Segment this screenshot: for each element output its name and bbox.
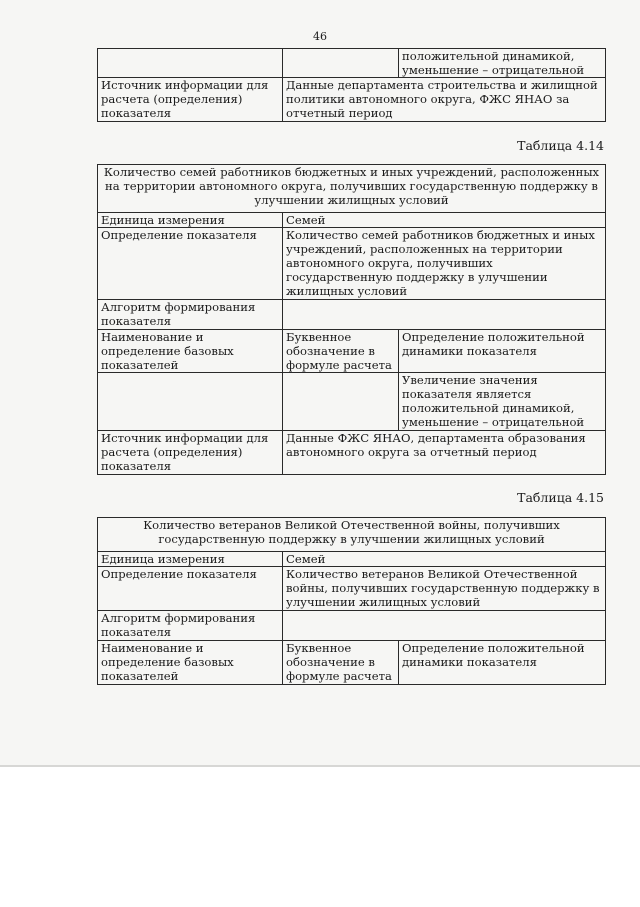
table-row [98, 49, 606, 78]
table-row [98, 373, 606, 431]
cell-letter-designation: Буквенное обозначение в формуле расчета [283, 330, 399, 373]
cell-empty [98, 373, 283, 431]
caption-table-4-15: Таблица 4.15 [517, 490, 604, 505]
cell-algorithm-label: Алгоритм формирования показателя [98, 300, 283, 330]
cell-algorithm-value [283, 611, 606, 641]
table-row [98, 300, 606, 330]
cell-empty [283, 49, 399, 78]
cell-letter-designation: Буквенное обозначение в формуле расчета [283, 641, 399, 685]
table-row [98, 431, 606, 475]
table-row [98, 518, 606, 552]
cell-base-label: Наименование и определение базовых показателей [98, 330, 283, 373]
cell-base-label: Наименование и определение базовых показателей [98, 641, 283, 685]
table-4-15 [97, 517, 606, 685]
cell-definition-value: Количество ветеранов Великой Отечественной войны, получивших государственную поддержку в улучшении жилищных условий [283, 567, 606, 611]
table-row [98, 165, 606, 213]
cell-unit-label: Единица измерения [98, 213, 283, 228]
cell-definition-label: Определение показателя [98, 228, 283, 300]
page-number: 46 [313, 30, 327, 43]
cell-unit-label: Единица измерения [98, 552, 283, 567]
table-row [98, 228, 606, 300]
cell-definition-value: Количество семей работников бюджетных и иных учреждений, расположенных на территории автономного округа, получивших государственную поддержку в улучшении жилищных условий [283, 228, 606, 300]
table-row [98, 552, 606, 567]
cell-unit-value: Семей [283, 552, 606, 567]
table-row [98, 611, 606, 641]
cell-definition-label: Определение показателя [98, 567, 283, 611]
cell-source-label: Источник информации для расчета (определения) показателя [98, 431, 283, 475]
caption-table-4-14: Таблица 4.14 [517, 138, 604, 153]
cell-source-label: Источник информации для расчета (определения) показателя [98, 78, 283, 122]
cell-source-value: Данные ФЖС ЯНАО, департамента образования автономного округа за отчетный период [283, 431, 606, 475]
table-row [98, 213, 606, 228]
table-row [98, 78, 606, 122]
table-4-14 [97, 164, 606, 475]
cell-unit-value: Семей [283, 213, 606, 228]
cell-dynamics-definition: Определение положительной динамики показателя [399, 330, 606, 373]
table-continuation [97, 48, 606, 122]
cell-empty [283, 373, 399, 431]
cell-algorithm-label: Алгоритм формирования показателя [98, 611, 283, 641]
cell-dynamics-definition: Определение положительной динамики показателя [399, 641, 606, 685]
cell-algorithm-value [283, 300, 606, 330]
cell-dynamics-text: Увеличение значения показателя является положительной динамикой, уменьшение – отрицательной [399, 373, 606, 431]
cell-dynamics-text: положительной динамикой, уменьшение – отрицательной [399, 49, 606, 78]
table-title: Количество семей работников бюджетных и иных учреждений, расположенных на территории автономного округа, получивших государственную поддержку в улучшении жилищных условий [98, 165, 606, 213]
cell-source-value: Данные департамента строительства и жилищной политики автономного округа, ФЖС ЯНАО за отчетный период [283, 78, 606, 122]
table-row [98, 330, 606, 373]
cell-empty [98, 49, 283, 78]
page-bottom-margin [0, 765, 640, 907]
table-row [98, 641, 606, 685]
table-title: Количество ветеранов Великой Отечественной войны, получивших государственную поддержку в улучшении жилищных условий [98, 518, 606, 552]
table-row [98, 567, 606, 611]
